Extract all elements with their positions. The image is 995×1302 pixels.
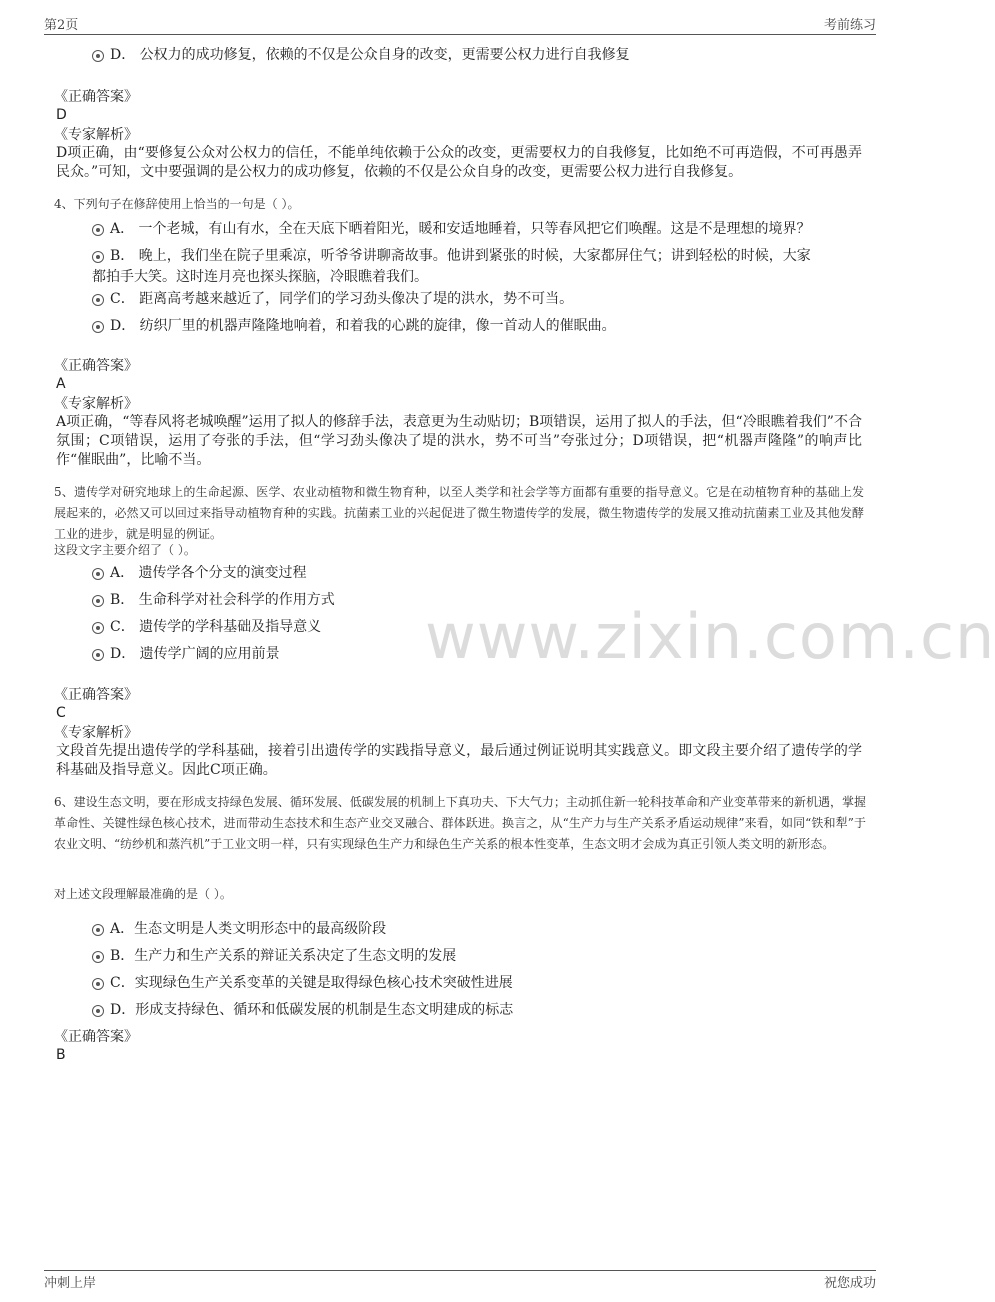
answer-value: A xyxy=(56,376,66,392)
radio-icon[interactable] xyxy=(92,595,104,607)
footer-left: 冲刺上岸 xyxy=(44,1276,97,1291)
header-title: 考前练习 xyxy=(823,18,876,33)
watermark: www.zixin.com.cn xyxy=(425,600,995,673)
q6-option-a[interactable] xyxy=(92,916,386,942)
answer-label: 《正确答案》 xyxy=(54,1029,138,1045)
page-footer xyxy=(44,1270,876,1291)
option-text: A．生态文明是人类文明形态中的最高级阶段 xyxy=(110,921,387,937)
answer-value: C xyxy=(56,705,66,721)
option-text: C．实现绿色生产关系变革的关键是取得绿色核心技术突破性进展 xyxy=(110,975,513,991)
option-text: C． 遗传学的学科基础及指导意义 xyxy=(110,619,322,635)
analysis-label: 《专家解析》 xyxy=(54,127,138,143)
radio-icon[interactable] xyxy=(92,50,104,62)
option-text: B． 晚上，我们坐在院子里乘凉，听爷爷讲聊斋故事。他讲到紧张的时候，大家都屏住气；讲到轻松的时候，大家 xyxy=(110,248,811,264)
radio-icon[interactable] xyxy=(92,321,104,333)
answer-label: 《正确答案》 xyxy=(54,687,138,703)
option-text: D．形成支持绿色、循环和低碳发展的机制是生态文明建成的标志 xyxy=(110,1002,514,1018)
question-5-stem: 这段文字主要介绍了（ ）。 xyxy=(54,543,196,557)
q4-option-c[interactable] xyxy=(92,286,573,312)
q5-option-c[interactable] xyxy=(92,614,321,640)
option-text: B．生产力和生产关系的辩证关系决定了生态文明的发展 xyxy=(110,948,457,964)
q4-option-a[interactable] xyxy=(92,216,811,242)
radio-icon[interactable] xyxy=(92,924,104,936)
radio-icon[interactable] xyxy=(92,649,104,661)
q4-option-b-continued: 都拍手大笑。这时连月亮也探头探脑，冷眼瞧着我们。 xyxy=(92,269,428,285)
radio-icon[interactable] xyxy=(92,251,104,263)
answer-value: D xyxy=(56,107,67,123)
radio-icon[interactable] xyxy=(92,294,104,306)
analysis-label: 《专家解析》 xyxy=(54,396,138,412)
q6-option-b[interactable] xyxy=(92,943,456,969)
q6-option-d[interactable] xyxy=(92,997,513,1023)
option-text: A． 遗传学各个分支的演变过程 xyxy=(110,565,307,581)
question-6: 6、建设生态文明，要在形成支持绿色发展、循环发展、低碳发展的机制上下真功夫、下大气力；主动抓住新一轮科技革命和产业变革带来的新机遇，掌握革命性、关键性绿色核心技术，进而带动生态技术和生态产业交叉融合、群体跃进。换言之，从“生产力与生产关系矛盾运动规律”来看，如同“铁和犁”于农业文明、“纺纱机和蒸汽机”于工业文明一样，只有实现绿色生产力和绿色生产关系的根本性变革，生态文明才会成为真正引领人类文明的新形态。 xyxy=(54,795,866,851)
answer-label: 《正确答案》 xyxy=(54,358,138,374)
question-6-stem: 对上述文段理解最准确的是（ ）。 xyxy=(54,887,232,901)
option-text: D． 纺织厂里的机器声隆隆地响着，和着我的心跳的旋律，像一首动人的催眠曲。 xyxy=(110,318,616,334)
answer-value: B xyxy=(56,1047,66,1063)
answer-label: 《正确答案》 xyxy=(54,89,138,105)
radio-icon[interactable] xyxy=(92,951,104,963)
q5-option-b[interactable] xyxy=(92,587,335,613)
radio-icon[interactable] xyxy=(92,1005,104,1017)
radio-icon[interactable] xyxy=(92,224,104,236)
option-text: D． 遗传学广阔的应用前景 xyxy=(110,646,280,662)
analysis-text: 文段首先提出遗传学的学科基础，接着引出遗传学的实践指导意义，最后通过例证说明其实践意义。即文段主要介绍了遗传学的学科基础及指导意义。因此C项正确。 xyxy=(56,743,862,778)
page-header xyxy=(44,12,876,35)
q5-option-d[interactable] xyxy=(92,641,280,667)
radio-icon[interactable] xyxy=(92,978,104,990)
analysis-label: 《专家解析》 xyxy=(54,725,138,741)
q5-option-a[interactable] xyxy=(92,560,307,586)
analysis-text: D项正确，由“要修复公众对公权力的信任，不能单纯依赖于公众的改变，更需要权力的自我修复，比如绝不可再造假，不可再愚弄民众。”可知，文中要强调的是公权力的成功修复，依赖的不仅是公众自身的改变，更需要公权力进行自我修复。 xyxy=(56,145,862,180)
radio-icon[interactable] xyxy=(92,622,104,634)
q3-option-d[interactable] xyxy=(92,42,630,68)
option-text: B． 生命科学对社会科学的作用方式 xyxy=(110,592,335,608)
q4-option-d[interactable] xyxy=(92,313,616,339)
option-text: D． 公权力的成功修复，依赖的不仅是公众自身的改变，更需要公权力进行自我修复 xyxy=(110,47,630,63)
footer-right: 祝您成功 xyxy=(823,1276,876,1291)
radio-icon[interactable] xyxy=(92,568,104,580)
question-4: 4、下列句子在修辞使用上恰当的一句是（ ）。 xyxy=(54,197,300,211)
question-5: 5、遗传学对研究地球上的生命起源、医学、农业动植物和微生物育种，以至人类学和社会学等方面都有重要的指导意义。它是在动植物育种的基础上发展起来的，必然又可以回过来指导动植物育种的实践。抗菌素工业的兴起促进了微生物遗传学的发展，微生物遗传学的发展又推动抗菌素工业及其他发酵工业的进步，就是明显的例证。 xyxy=(54,485,864,541)
q6-option-c[interactable] xyxy=(92,970,513,996)
page-number: 第2页 xyxy=(44,18,79,33)
option-text: A． 一个老城，有山有水，全在天底下晒着阳光，暖和安适地睡着，只等春风把它们唤醒。这是不是理想的境界？ xyxy=(110,221,811,237)
analysis-text: A项正确，“等春风将老城唤醒”运用了拟人的修辞手法，表意更为生动贴切；B项错误，运用了拟人的手法，但“冷眼瞧着我们”不合氛围；C项错误，运用了夸张的手法，但“学习劲头像决了堤的洪水，势不可当”夸张过分；D项错误，把“机器声隆隆”的响声比作“催眠曲”，比喻不当。 xyxy=(56,414,862,468)
option-text: C． 距离高考越来越近了，同学们的学习劲头像决了堤的洪水，势不可当。 xyxy=(110,291,574,307)
